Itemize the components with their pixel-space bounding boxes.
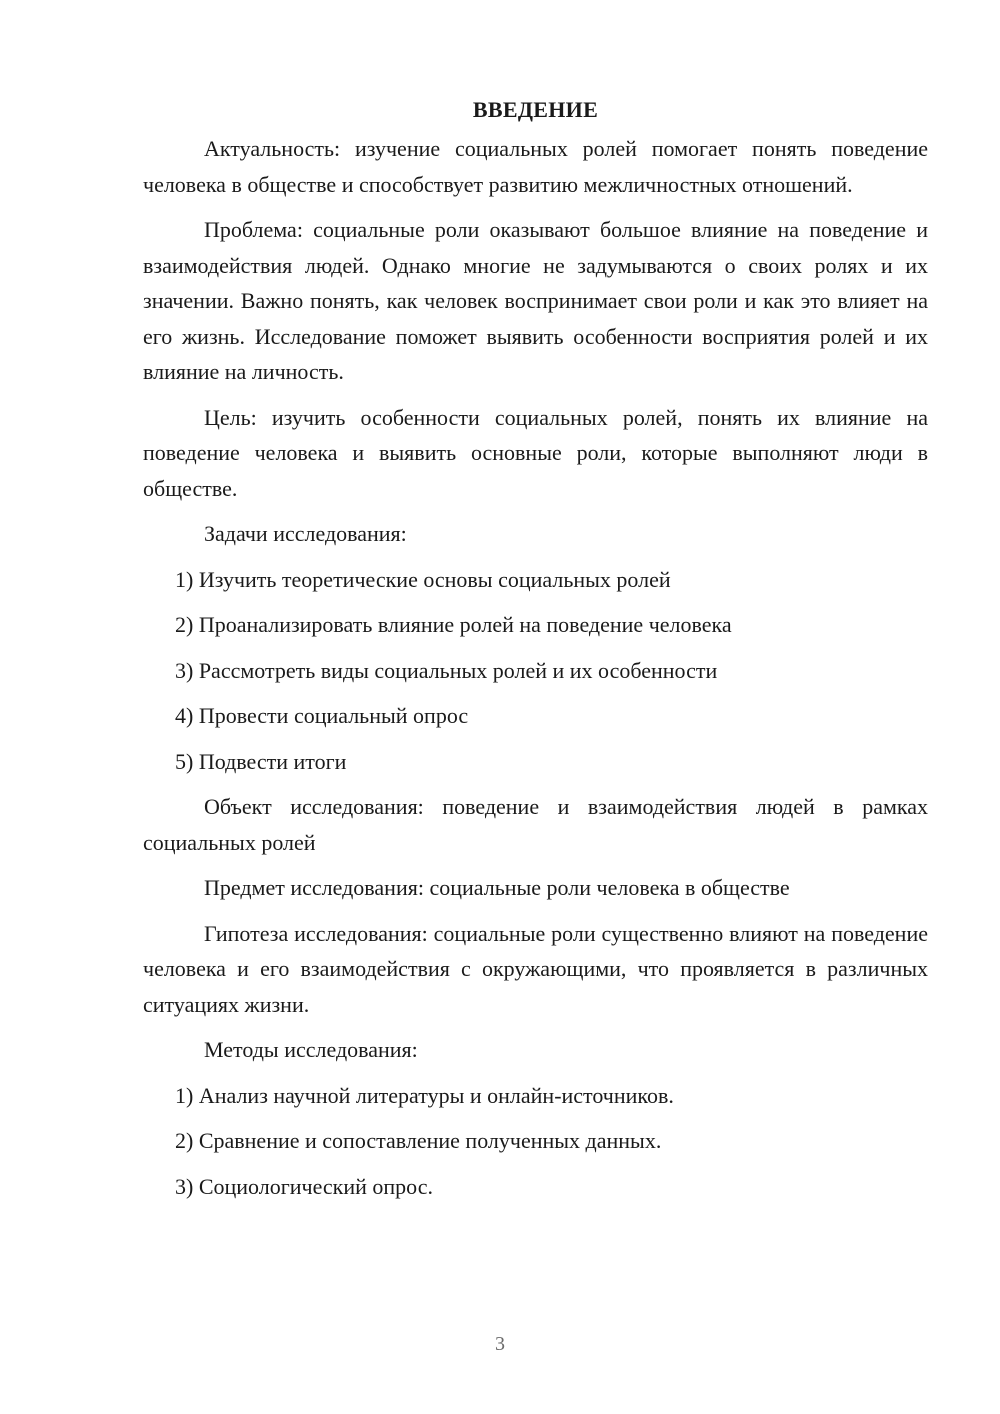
methods-heading: Методы исследования: xyxy=(204,1037,418,1062)
object-paragraph: Объект исследования: поведение и взаимодействия людей в рамках социальных ролей xyxy=(143,794,928,855)
page-number: 3 xyxy=(495,1333,505,1355)
list-item: 1) Анализ научной литературы и онлайн-источников. xyxy=(175,1082,674,1108)
problem-paragraph: Проблема: социальные роли оказывают большое влияние на поведение и взаимодействия людей. Однако многие не задумываются о своих ролях и их значении. Важно понять, как человек воспринимает свои роли и как это влияет на его жизнь. Исследование поможет выявить особенности восприятия ролей и их влияние на личность. xyxy=(143,217,928,384)
goal-paragraph: Цель: изучить особенности социальных ролей, понять их влияние на поведение человека и выявить основные роли, которые выполняют люди в обществе. xyxy=(143,404,928,501)
relevance-paragraph: Актуальность: изучение социальных ролей помогает понять поведение человека в обществе и способствует развитию межличностных отношений. xyxy=(143,136,928,197)
methods-list xyxy=(143,1078,928,1205)
page-title: ВВЕДЕНИЕ xyxy=(472,97,599,122)
document-page xyxy=(143,92,928,1214)
list-item: 5) Подвести итоги xyxy=(175,748,347,774)
list-item: 4) Провести социальный опрос xyxy=(175,703,469,728)
tasks-list xyxy=(143,562,928,780)
list-item: 2) Сравнение и сопоставление полученных данных. xyxy=(175,1128,662,1153)
list-item: 2) Проанализировать влияние ролей на поведение человека xyxy=(175,612,732,637)
list-item: 1) Изучить теоретические основы социальных ролей xyxy=(175,566,671,592)
hypothesis-paragraph: Гипотеза исследования: социальные роли существенно влияют на поведение человека и его взаимодействия с окружающими, что проявляется в различных ситуациях жизни. xyxy=(143,920,928,1017)
tasks-heading: Задачи исследования: xyxy=(204,521,407,546)
subject-paragraph: Предмет исследования: социальные роли человека в обществе xyxy=(204,875,790,900)
list-item: 3) Социологический опрос. xyxy=(175,1173,433,1199)
list-item: 3) Рассмотреть виды социальных ролей и их особенности xyxy=(175,657,718,683)
